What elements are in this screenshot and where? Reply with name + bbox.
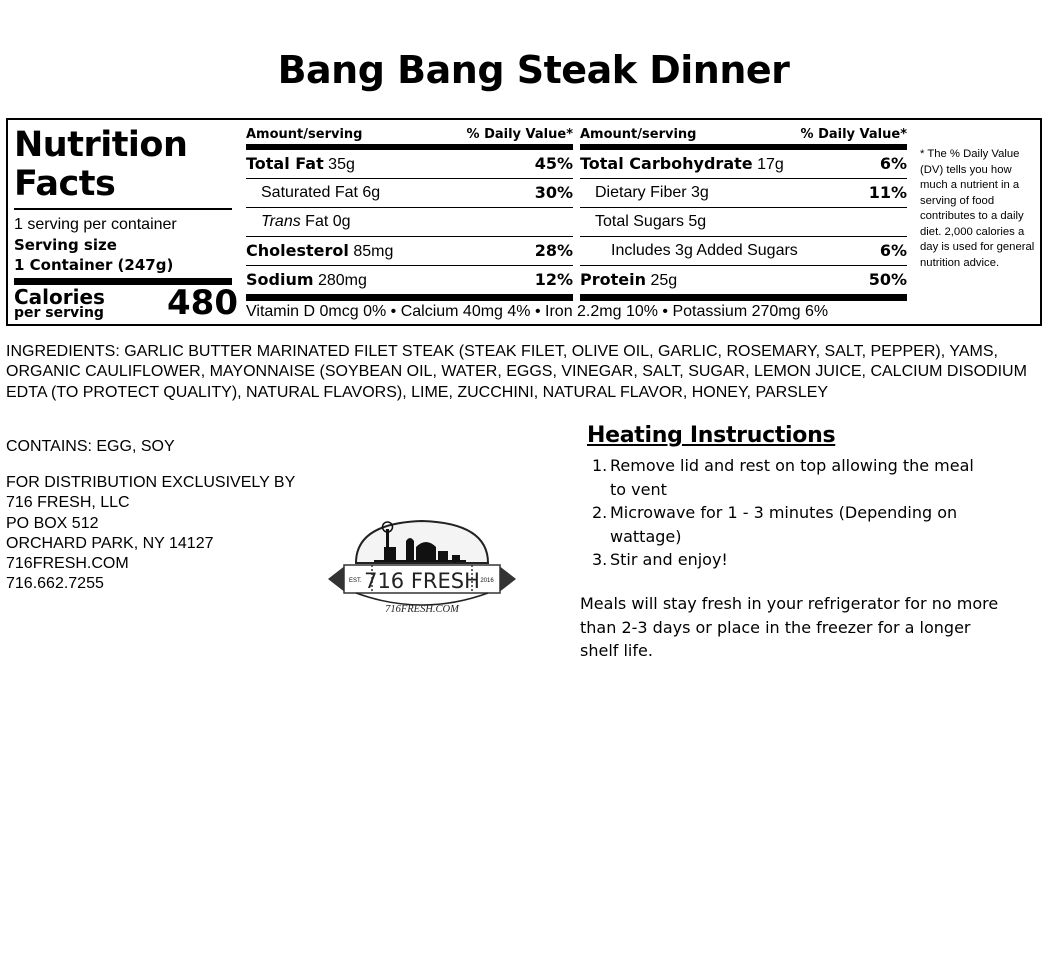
step-text: Stir and enjoy!: [610, 550, 728, 569]
nutrient-prefix: Trans: [261, 213, 301, 230]
nutrient-amount: 280mg: [317, 272, 367, 289]
nutrient-amount: 5g: [688, 213, 707, 230]
step-text: Remove lid and rest on top allowing the meal to vent: [610, 456, 974, 499]
nutrient-amount: 17g: [757, 156, 784, 173]
ingredients-statement: INGREDIENTS: GARLIC BUTTER MARINATED FILET STEAK (STEAK FILET, OLIVE OIL, GARLIC, ROSEMARY, SALT, PEPPER), YAMS, ORGANIC CAULIFLOWER, MAYONNAISE (SOYBEAN OIL, WATER, EGGS, VINEGAR, SALT, SUGAR, LEMON JUICE, CALCIUM DISODIUM EDTA (TO PROTECT QUALITY), NATURAL FLAVORS), LIME, ZUCCHINI, NATURAL FLAVOR, HONEY, PARSLEY: [6, 343, 1027, 401]
step-number: 2.: [592, 503, 608, 522]
nutrient-dv: 12%: [534, 270, 573, 289]
nutrient-dv: 6%: [879, 241, 907, 260]
daily-value-footnote: * The % Daily Value (DV) tells you how much a nutrient in a serving of food contributes to a daily diet. 2,000 calories a day is used for general nutrition advice.: [920, 148, 1035, 269]
farm-logo-icon: [326, 515, 518, 619]
nutrient-amount: 0g: [332, 213, 351, 230]
nutrient-dv: 45%: [534, 154, 573, 173]
nutrient-name: Cholesterol: [246, 241, 349, 260]
nutrient-row-trans-fat: [246, 208, 573, 237]
calories-value: 480: [167, 283, 238, 323]
heating-step: [592, 548, 992, 572]
nutrient-row-sodium: [246, 266, 573, 301]
logo-est: EST.: [349, 578, 362, 584]
heating-instructions-title: Heating Instructions: [587, 423, 836, 448]
serving-size-value: 1 Container (247g): [14, 256, 174, 274]
distributor-phone: 716.662.7255: [6, 575, 104, 593]
nutrient-row-added-sugars: [580, 237, 907, 266]
calories-sublabel: per serving: [14, 305, 104, 321]
nutrient-name: Includes 3g Added Sugars: [611, 242, 798, 259]
daily-value-header: % Daily Value*: [800, 127, 907, 142]
nutrient-name: Total Carbohydrate: [580, 154, 753, 173]
product-title: Bang Bang Steak Dinner: [277, 48, 790, 92]
nutrient-column-right: [580, 126, 907, 301]
nutrition-facts-heading: Nutrition Facts: [14, 125, 188, 204]
nutrient-name: Total Sugars: [595, 213, 684, 230]
amount-header: Amount/serving: [246, 127, 363, 142]
nutrient-amount: 25g: [650, 272, 678, 289]
heating-steps: [592, 454, 992, 572]
calories-row: [14, 278, 238, 325]
heating-step: [592, 501, 992, 548]
nutrient-amount: 3g: [691, 184, 709, 201]
nutrition-summary: [14, 125, 238, 325]
nutrient-name: Fat: [305, 213, 329, 230]
nutrient-name: Dietary Fiber: [595, 184, 687, 201]
nutrient-row-total-fat: [246, 150, 573, 179]
amount-header: Amount/serving: [580, 127, 697, 142]
distributor-line: FOR DISTRIBUTION EXCLUSIVELY BY: [6, 474, 296, 491]
nutrient-amount: 85mg: [353, 243, 394, 260]
column-header: [246, 126, 573, 150]
storage-note: Meals will stay fresh in your refrigerator for no more than 2-3 days or place in the freezer for a longer shelf life.: [580, 594, 999, 660]
serving-size-label: Serving size: [14, 236, 117, 254]
logo-url: 716FRESH.COM: [385, 604, 459, 615]
nutrient-name: Saturated Fat: [261, 184, 358, 201]
nutrient-name: Total Fat: [246, 154, 324, 173]
716-fresh-logo: [326, 515, 518, 619]
nutrient-dv: 50%: [868, 270, 907, 289]
nutrient-name: Sodium: [246, 270, 314, 289]
step-text: Microwave for 1 - 3 minutes (Depending on wattage): [610, 503, 958, 546]
nutrient-dv: 11%: [868, 183, 907, 202]
vitamins-minerals: Vitamin D 0mcg 0% • Calcium 40mg 4% • Iron 2.2mg 10% • Potassium 270mg 6%: [246, 303, 829, 320]
nutrient-row-total-sugars: [580, 208, 907, 237]
daily-value-header: % Daily Value*: [466, 127, 573, 142]
nutrition-facts-panel: [6, 118, 1042, 326]
nutrient-row-saturated-fat: [246, 179, 573, 208]
nutrient-dv: 6%: [879, 154, 907, 173]
nutrient-amount: 6g: [362, 184, 381, 201]
divider: [14, 208, 232, 210]
nutrient-amount: 35g: [328, 156, 355, 173]
logo-wordmark: 716 FRESH: [364, 569, 480, 593]
nutrient-row-total-carbohydrate: [580, 150, 907, 179]
distributor-city: ORCHARD PARK, NY 14127: [6, 534, 214, 552]
distributor-name: 716 FRESH, LLC: [6, 494, 130, 512]
step-number: 3.: [592, 550, 608, 569]
nutrient-row-dietary-fiber: [580, 179, 907, 208]
servings-per-container: 1 serving per container: [14, 216, 177, 233]
distributor-po-box: PO BOX 512: [6, 514, 99, 532]
nutrient-name: Protein: [580, 270, 646, 289]
distributor-website: 716FRESH.COM: [6, 555, 129, 573]
calories-label: Calories: [14, 285, 105, 309]
nutrient-dv: 28%: [534, 241, 573, 260]
heating-step: [592, 454, 992, 501]
logo-year: 2016: [480, 578, 494, 584]
nutrient-dv: 30%: [534, 183, 573, 202]
nutrient-row-cholesterol: [246, 237, 573, 266]
column-header: [580, 126, 907, 150]
distributor-info: [6, 473, 295, 595]
nutrient-row-protein: [580, 266, 907, 301]
allergen-statement: CONTAINS: EGG, SOY: [6, 438, 175, 455]
step-number: 1.: [592, 456, 608, 475]
nutrient-column-left: [246, 126, 573, 301]
